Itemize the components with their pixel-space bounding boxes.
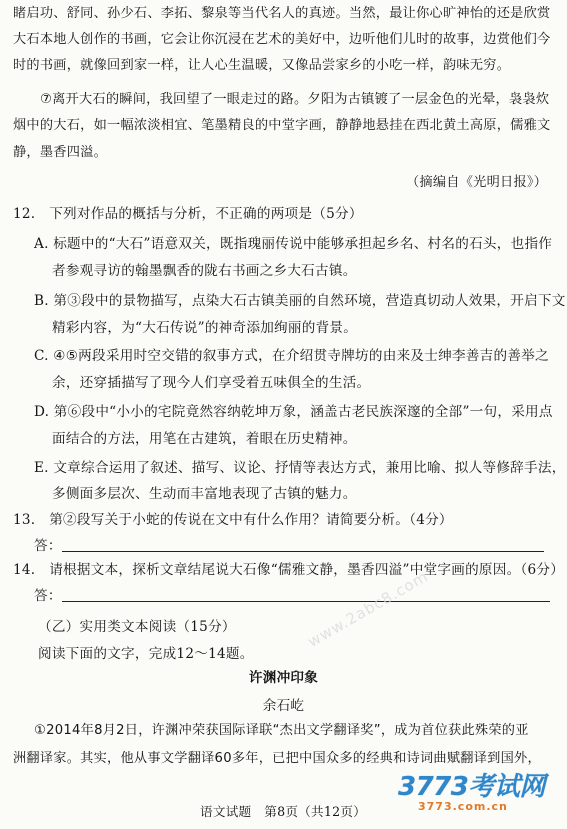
answer-label: 答：: [34, 538, 62, 554]
option-a-line1: A. 标题中的“大石”语意双关，既指瑰丽传说中能够承担起乡名、村名的石头，也指作: [34, 236, 553, 252]
option-d-line1: D. 第⑥段中“小小的宅院竟然容纳乾坤万象，涵盖古老民族深邃的全部”一句，采用点: [34, 404, 553, 420]
article-title: 许渊冲印象: [248, 670, 319, 686]
article-line: ①2014年8月2日，许渊冲荣获国际译联“杰出文学翻译奖”，成为首位获此殊荣的亚: [34, 723, 529, 738]
logo-url: 3773.com.cn: [418, 800, 508, 813]
option-e-line1: E. 文章综合运用了叙述、描写、议论、抒情等表达方式，兼用比喻、拟人等修辞手法，: [34, 460, 566, 476]
question-stem: 12. 下列对作品的概括与分析，不正确的两项是（5分）: [13, 206, 363, 222]
question-stem: 13. 第②段写关于小蛇的传说在文中有什么作用？请简要分析。（4分）: [13, 512, 453, 528]
passage-line: 静，墨香四溢。: [13, 145, 108, 160]
watermark-text: www.2abc8.com: [304, 567, 432, 651]
answer-label: 答：: [34, 588, 62, 604]
page-footer: 语文试题 第8页（共12页）: [200, 804, 367, 819]
option-b-line1: B. 第③段中的景物描写，点染大石古镇美丽的自然环境，营造真切动人效果，开启下文: [34, 293, 566, 309]
site-logo: [398, 766, 566, 824]
article-author: 余石屹: [262, 698, 305, 714]
section-instruction: 阅读下面的文字，完成12～14题。: [38, 646, 254, 662]
option-a-line2: 者参观寻访的翰墨飘香的陇右书画之乡大石古镇。: [52, 263, 357, 279]
passage-line: 烟中的大石，如一幅浓淡相宜、笔墨精良的中堂字画，静静地悬挂在西北黄土高原，儒雅文: [13, 118, 551, 133]
passage-line: 大石本地人创作的书画，它会让你沉浸在艺术的美好中，边听他们儿时的故事，边赏他们今: [13, 32, 551, 47]
passage-line: ⑦离开大石的瞬间，我回望了一眼走过的路。夕阳为古镇镀了一层金色的光晕，袅袅炊: [40, 92, 550, 107]
option-d-line2: 面结合的方法，用笔在古建筑，着眼在历史精神。: [52, 431, 357, 447]
source-citation: （摘编自《光明日报》）: [406, 175, 548, 190]
answer-line[interactable]: [62, 601, 550, 602]
answer-line[interactable]: [62, 551, 544, 552]
option-c-line2: 余，还穿插描写了现今人们享受着五味俱全的生活。: [52, 375, 371, 391]
section-heading: （乙）实用类文本阅读（15分）: [38, 619, 236, 635]
question-stem: 14. 请根据文本，探析文章结尾说大石像“儒雅文静，墨香四溢”中堂字画的原因。（6分）: [13, 562, 565, 578]
option-c-line1: C. ④⑤两段采用时空交错的叙事方式，在介绍贯寺牌坊的由来及士绅李善吉的善举之: [34, 348, 549, 364]
option-e-line2: 多侧面多层次、生动而丰富地表现了古镇的魅力。: [52, 486, 357, 502]
passage-line: 睹启功、舒同、孙少石、李拓、黎泉等当代名人的真迹。当然，最让你心旷神怡的还是欣赏: [13, 6, 551, 21]
passage-line: 时的书画，就像回到家一样，让人心生温暖，又像品尝家乡的小吃一样，韵味无穷。: [13, 58, 511, 73]
logo-wordmark: 3773考试网: [398, 772, 545, 802]
article-line: 洲翻译家。其实，他从事文学翻译60多年，已把中国众多的经典和诗词曲赋翻译到国外，: [13, 751, 541, 766]
option-b-line2: 精彩内容，为“大石传说”的神奇添加绚丽的背景。: [52, 320, 358, 336]
